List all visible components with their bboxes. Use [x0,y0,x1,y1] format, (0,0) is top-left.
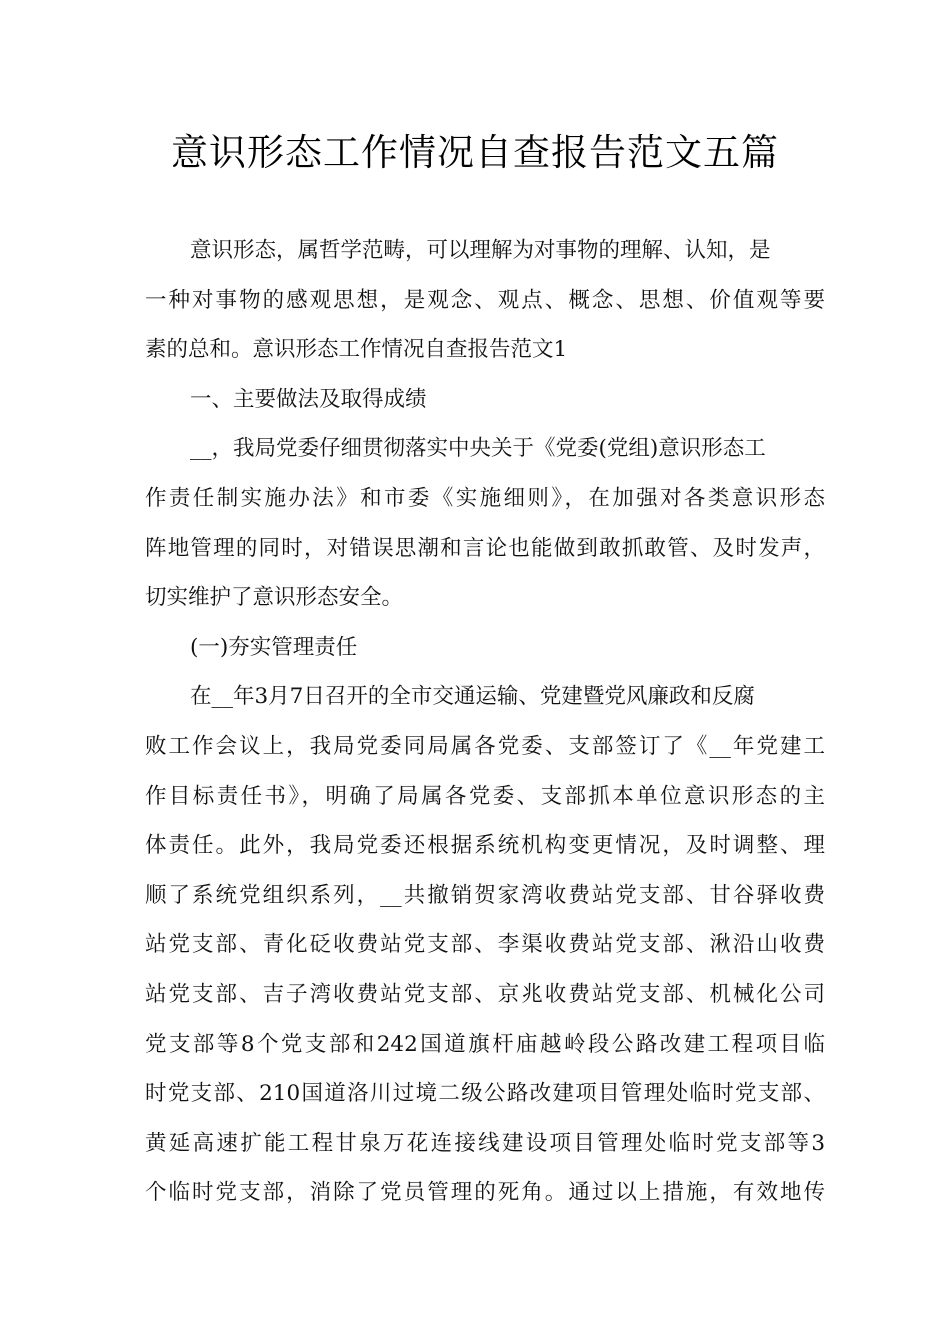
paragraph-line: 个临时党支部，消除了党员管理的死角。通过以上措施，有效地传 [145,1180,825,1206]
subsection-heading: (一)夯实管理责任 [190,634,358,660]
paragraph-line: 党支部等8个党支部和242国道旗杆庙越岭段公路改建工程项目临 [145,1031,825,1057]
paragraph-line: 切实维护了意识形态安全。 [145,585,404,611]
paragraph-line: 败工作会议上，我局党委同局属各党委、支部签订了《__年党建工 [145,733,825,759]
paragraph-line: 体责任。此外，我局党委还根据系统机构变更情况，及时调整、理 [145,833,825,859]
paragraph-line: 顺了系统党组织系列，__共撤销贺家湾收费站党支部、甘谷驿收费 [145,882,825,908]
paragraph-line: 意识形态，属哲学范畴，可以理解为对事物的理解、认知，是 [190,238,771,263]
paragraph-line: 站党支部、吉子湾收费站党支部、京兆收费站党支部、机械化公司 [145,981,825,1007]
paragraph-line: 时党支部、210国道洛川过境二级公路改建项目管理处临时党支部、 [145,1081,825,1107]
paragraph-line: 站党支部、青化砭收费站党支部、李渠收费站党支部、湫沿山收费 [145,932,825,958]
paragraph-line: 黄延高速扩能工程甘泉万花连接线建设项目管理处临时党支部等3 [145,1130,825,1156]
paragraph-line: 在__年3月7日召开的全市交通运输、党建暨党风廉政和反腐 [190,684,755,710]
document-title: 意识形态工作情况自查报告范文五篇 [171,131,779,174]
paragraph-line: 一种对事物的感观思想，是观念、观点、概念、思想、价值观等要 [145,287,825,313]
paragraph-line: 素的总和。意识形态工作情况自查报告范文1 [145,337,568,363]
document-body [145,226,825,1218]
paragraph-line: 作责任制实施办法》和市委《实施细则》，在加强对各类意识形态 [145,485,825,511]
paragraph-line: __，我局党委仔细贯彻落实中央关于《党委(党组)意识形态工 [190,436,766,462]
paragraph-line: 作目标责任书》，明确了局属各党委、支部抓本单位意识形态的主 [145,783,825,809]
paragraph-line: 阵地管理的同时，对错误思潮和言论也能做到敢抓敢管、及时发声， [145,535,825,561]
section-heading: 一、主要做法及取得成绩 [190,386,427,412]
